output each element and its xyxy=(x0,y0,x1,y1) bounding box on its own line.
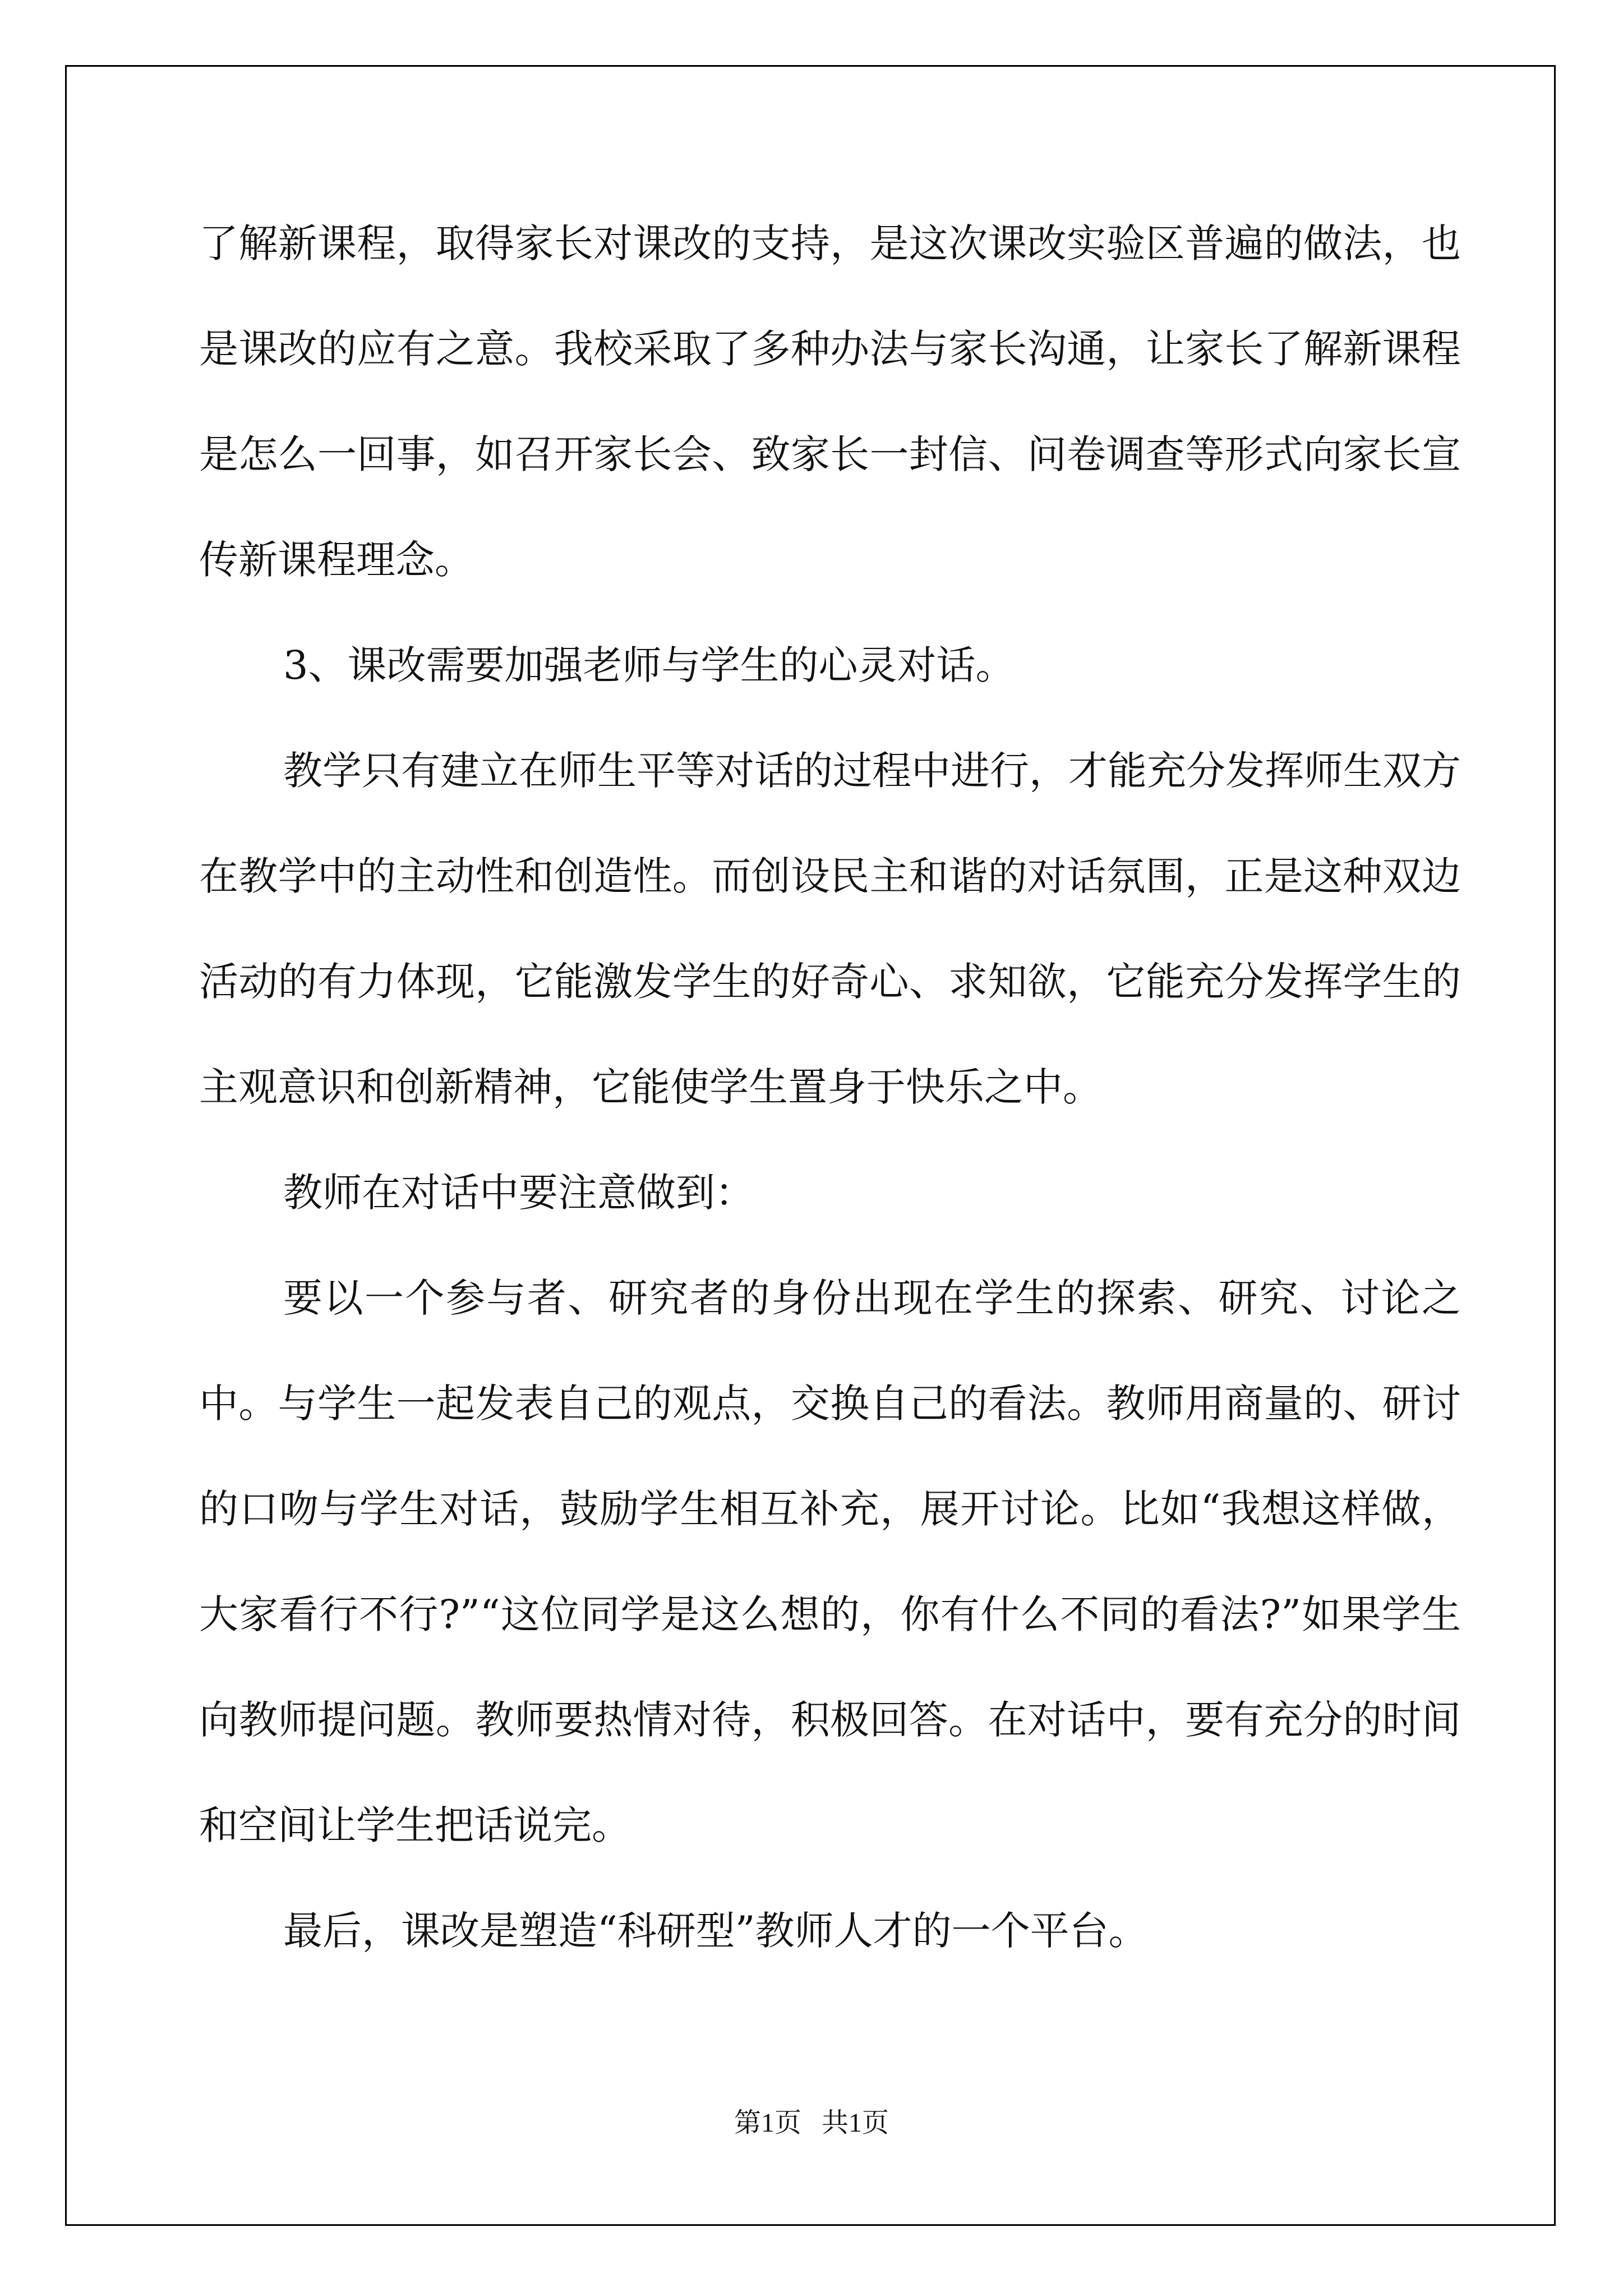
paragraph-6: 最后，课改是塑造“科研型”教师人才的一个平台。 xyxy=(283,1908,1148,1954)
paragraph-3: 教学只有建立在师生平等对话的过程中进行，才能充分发挥师生双方在教学中的主动性和创造性。而创设民主和谐的对话氛围，正是这种双边活动的有力体现，它能激发学生的好奇心、求知欲，它能充分发挥学生的主观意识和创新精神，它能使学生置身于快乐之中。 xyxy=(199,748,1461,1110)
paragraph-2-heading: 3、课改需要加强老师与学生的心灵对话。 xyxy=(283,642,1015,688)
document-body xyxy=(199,191,1461,1984)
paragraph-5: 要以一个参与者、研究者的身份出现在学生的探索、研究、讨论之中。与学生一起发表自己的观点，交换自己的看法。教师用商量的、研讨的口吻与学生对话，鼓励学生相互补充，展开讨论。比如“我想这样做，大家看行不行?”“这位同学是这么想的，你有什么不同的看法?”如果学生向教师提问题。教师要热情对待，积极回答。在对话中，要有充分的时间和空间让学生把话说完。 xyxy=(199,1275,1461,1848)
page-number-footer: 第1页 共1页 xyxy=(734,2108,889,2138)
paragraph-1: 了解新课程，取得家长对课改的支持，是这次课改实验区普遍的做法，也是课改的应有之意。我校采取了多种办法与家长沟通，让家长了解新课程是怎么一回事，如召开家长会、致家长一封信、问卷调查等形式向家长宣传新课程理念。 xyxy=(199,220,1461,583)
paragraph-4: 教师在对话中要注意做到： xyxy=(283,1170,754,1216)
